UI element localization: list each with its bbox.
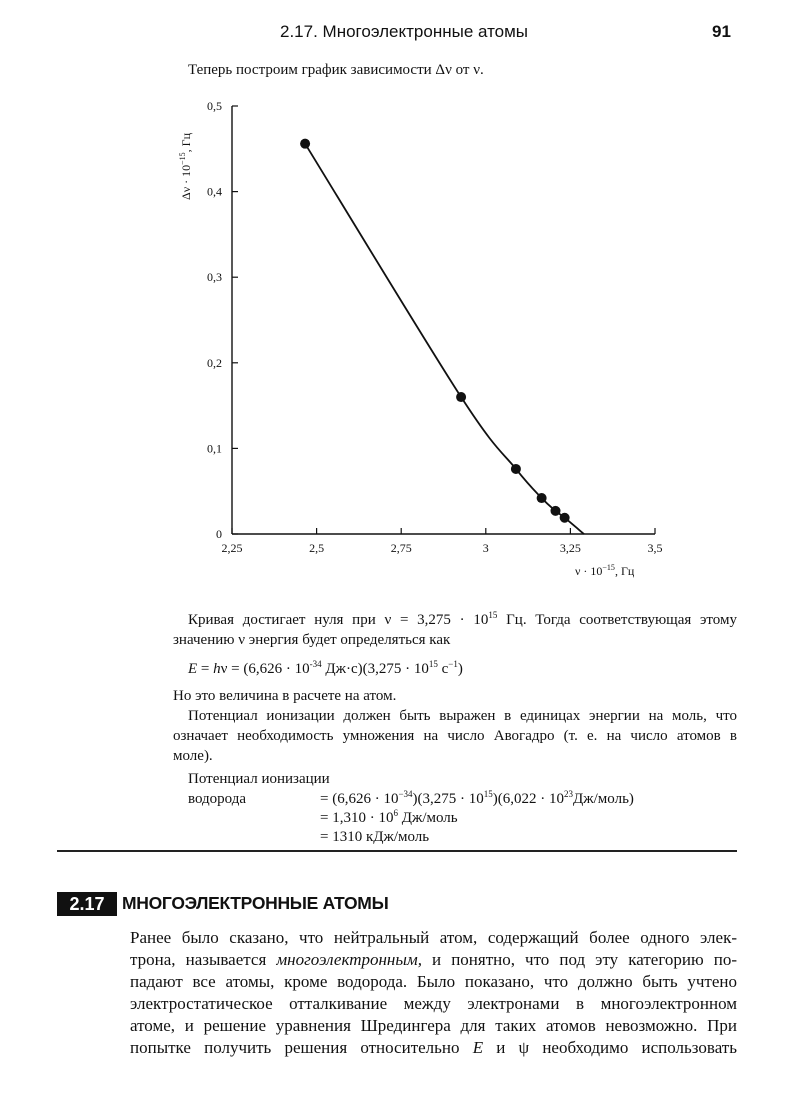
x-tick-label: 3 (482, 541, 489, 555)
para2: Но это величина в расчете на атом. (173, 688, 397, 704)
data-point (560, 513, 570, 523)
y-tick-label: 0,4 (207, 184, 222, 199)
calc-row-3: = 1310 кДж/моль (320, 829, 430, 845)
body-line-5: атоме, и решение уравнения Шредингера для таких атомов невозможно. При (130, 1016, 737, 1035)
calc-label-1: Потенциал ионизации (188, 771, 330, 787)
section-divider (57, 850, 737, 852)
y-tick-label: 0,3 (207, 270, 222, 285)
calc-row-1: = $(6,626 \cdot 10^{-34})(3,275 \cdot 10^{15})(6,022$ · $10^{23}Дж/моль$) (320, 789, 634, 807)
x-tick-label: 3,25 (559, 541, 581, 555)
section-title: МНОГОЭЛЕКТРОННЫЕ АТОМЫ (122, 893, 389, 913)
body-line-2: трона, называется многоэлектронным, и понятно, что под эту категорию по- (130, 950, 737, 969)
calc-label-2: водорода (188, 791, 247, 807)
intro-text: Теперь построим график зависимости Δν от ν. (188, 62, 484, 78)
y-tick-label: 0 (216, 527, 222, 541)
para3-line2: означает необходимость умножения на число Авогадро (т. е. на число атомов в (173, 728, 737, 744)
body-line-6: попытке получить решения относительно E и ψ необходимо использовать (130, 1038, 737, 1057)
para1-line1: Кривая достигает нуля при $\nu = 3,275 \cdot 10^{15}$ Гц. Тогда соответствующая этому (188, 610, 737, 628)
x-axis-label: $\nu \cdot 10^{-15}$, Гц (575, 563, 635, 578)
series-curve (305, 144, 584, 534)
para1-line2: значению ν энергия будет определяться как (173, 632, 451, 648)
axes (232, 106, 655, 534)
data-point (300, 139, 310, 149)
section-number-badge: 2.17 (57, 892, 117, 916)
tick-labels (207, 99, 663, 555)
data-points (300, 139, 570, 523)
data-point (537, 493, 547, 503)
running-title: 2.17. Многоэлектронные атомы (280, 22, 529, 41)
x-tick-label: 2,5 (309, 541, 325, 555)
page-number: 91 (712, 22, 731, 41)
x-tick-label: 2,75 (390, 541, 412, 555)
y-tick-label: 0,2 (207, 355, 222, 370)
x-tick-label: 3,5 (647, 541, 663, 555)
body-line-1: Ранее было сказано, что нейтральный атом, содержащий более одного элек- (130, 928, 737, 947)
y-axis-label: $\Delta\nu \cdot 10^{-15}$, Гц (178, 132, 193, 200)
para3-line1: Потенциал ионизации должен быть выражен в единицах энергии на моль, что (188, 708, 737, 724)
body-line-4: электростатическое отталкивание между электронами в многоэлектронном (130, 994, 737, 1013)
y-tick-label: 0,1 (207, 441, 222, 456)
body-line-3: падают все атомы, кроме водорода. Было показано, что должно быть учтено (130, 972, 737, 991)
data-point (511, 464, 521, 474)
calc-row-2: = $1,310 \cdot 10^6$ Дж/моль (320, 808, 458, 826)
formula-energy: $E = h\nu = (6,626 \cdot 10^{-34}$ $Дж\cdot с)(3,275 \cdot 10^{15}$ $с^{-1}$) (188, 659, 463, 677)
data-point (551, 506, 561, 516)
para3-line3: моле). (173, 748, 213, 764)
y-tick-label: 0,5 (207, 99, 222, 113)
data-point (456, 392, 466, 402)
x-tick-label: 2,25 (221, 541, 243, 555)
